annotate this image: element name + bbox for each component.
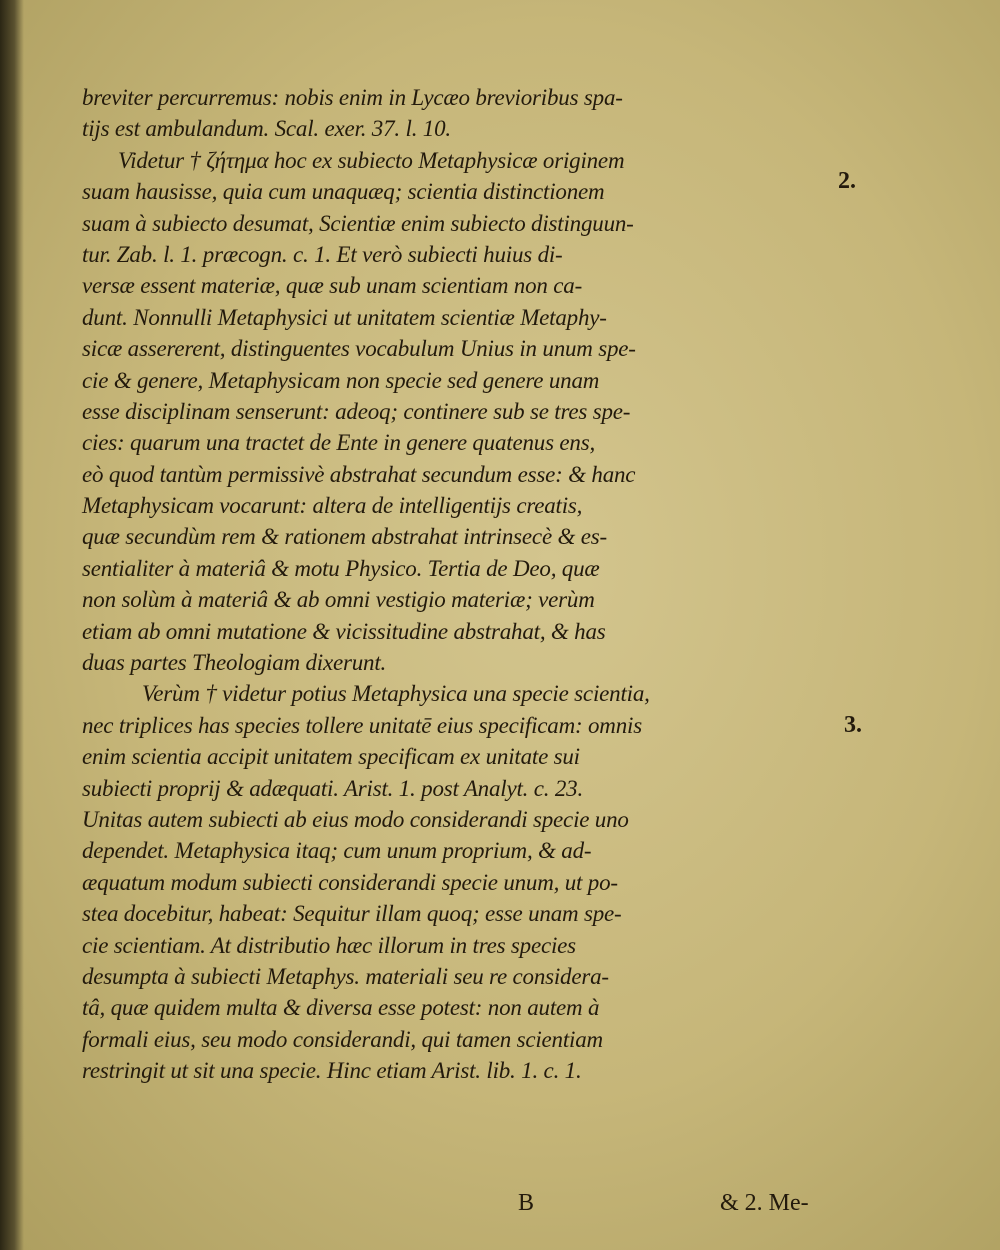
text-line: cie scientiam. At distributio hæc illorum in tres species bbox=[82, 932, 576, 958]
text-line: eò quod tantùm permissivè abstrahat secundum esse: & hanc bbox=[82, 461, 636, 487]
text-line: tâ, quæ quidem multa & diversa esse potest: non autem à bbox=[82, 995, 600, 1021]
text-line: restringit ut sit una specie. Hinc etiam Arist. lib. 1. c. 1. bbox=[82, 1058, 582, 1084]
text-line: breviter percurremus: nobis enim in Lycæo brevioribus spa- bbox=[82, 85, 623, 110]
text-line: dunt. Nonnulli Metaphysici ut unitatem scientiæ Metaphy- bbox=[82, 304, 607, 330]
text-line: sentialiter à materiâ & motu Physico. Tertia de Deo, quæ bbox=[82, 555, 600, 581]
text-line: nec triplices has species tollere unitatē eius specificam: omnis bbox=[82, 712, 642, 738]
text-line: Verùm † videtur potius Metaphysica una specie scientia, bbox=[142, 681, 650, 707]
text-line: cies: quarum una tractet de Ente in genere quatenus ens, bbox=[82, 430, 595, 456]
text-line: cie & genere, Metaphysicam non specie sed genere unam bbox=[82, 367, 600, 393]
text-line: formali eius, seu modo considerandi, qui tamen scientiam bbox=[82, 1026, 603, 1052]
text-line: dependet. Metaphysica itaq; cum unum proprium, & ad- bbox=[82, 838, 592, 864]
text-line: sicæ assererent, distinguentes vocabulum Unius in unum spe- bbox=[82, 336, 636, 362]
text-line: quæ secundùm rem & rationem abstrahat intrinsecè & es- bbox=[82, 524, 607, 550]
text-block bbox=[82, 82, 842, 1087]
signature-mark: B bbox=[518, 1190, 535, 1216]
text-line: Unitas autem subiecti ab eius modo considerandi specie uno bbox=[82, 806, 629, 832]
text-line: Videtur † ζήτημα hoc ex subiecto Metaphysicæ originem bbox=[118, 147, 625, 173]
text-line: suam à subiecto desumat, Scientiæ enim subiecto distinguun- bbox=[82, 210, 634, 236]
text-line: æquatum modum subiecti considerandi specie unum, ut po- bbox=[82, 869, 618, 895]
text-line: tur. Zab. l. 1. præcogn. c. 1. Et verò subiecti huius di- bbox=[82, 241, 563, 267]
text-line: versæ essent materiæ, quæ sub unam scientiam non ca- bbox=[82, 273, 583, 299]
text-line: stea docebitur, habeat: Sequitur illam quoq; esse unam spe- bbox=[82, 901, 622, 927]
text-line: duas partes Theologiam dixerunt. bbox=[82, 650, 387, 676]
text-line: subiecti proprij & adæquati. Arist. 1. post Analyt. c. 23. bbox=[82, 775, 584, 801]
text-line: desumpta à subiecti Metaphys. materiali seu re considera- bbox=[82, 963, 609, 989]
text-line: esse disciplinam senserunt: adeoq; continere sub se tres spe- bbox=[82, 398, 631, 424]
text-line: enim scientia accipit unitatem specificam ex unitate sui bbox=[82, 744, 580, 770]
binding-gutter bbox=[0, 0, 24, 1250]
margin-number: 2. bbox=[838, 168, 856, 194]
catchword: & 2. Me- bbox=[720, 1190, 809, 1216]
margin-number: 3. bbox=[844, 712, 862, 738]
text-line: Metaphysicam vocarunt: altera de intelligentijs creatis, bbox=[82, 493, 583, 519]
text-line: suam hausisse, quia cum unaquæq; scientia distinctionem bbox=[82, 179, 605, 205]
text-line: etiam ab omni mutatione & vicissitudine abstrahat, & has bbox=[82, 618, 606, 644]
text-line: non solùm à materiâ & ab omni vestigio materiæ; verùm bbox=[82, 587, 595, 613]
text-line: tijs est ambulandum. Scal. exer. 37. l. 10. bbox=[82, 116, 451, 142]
